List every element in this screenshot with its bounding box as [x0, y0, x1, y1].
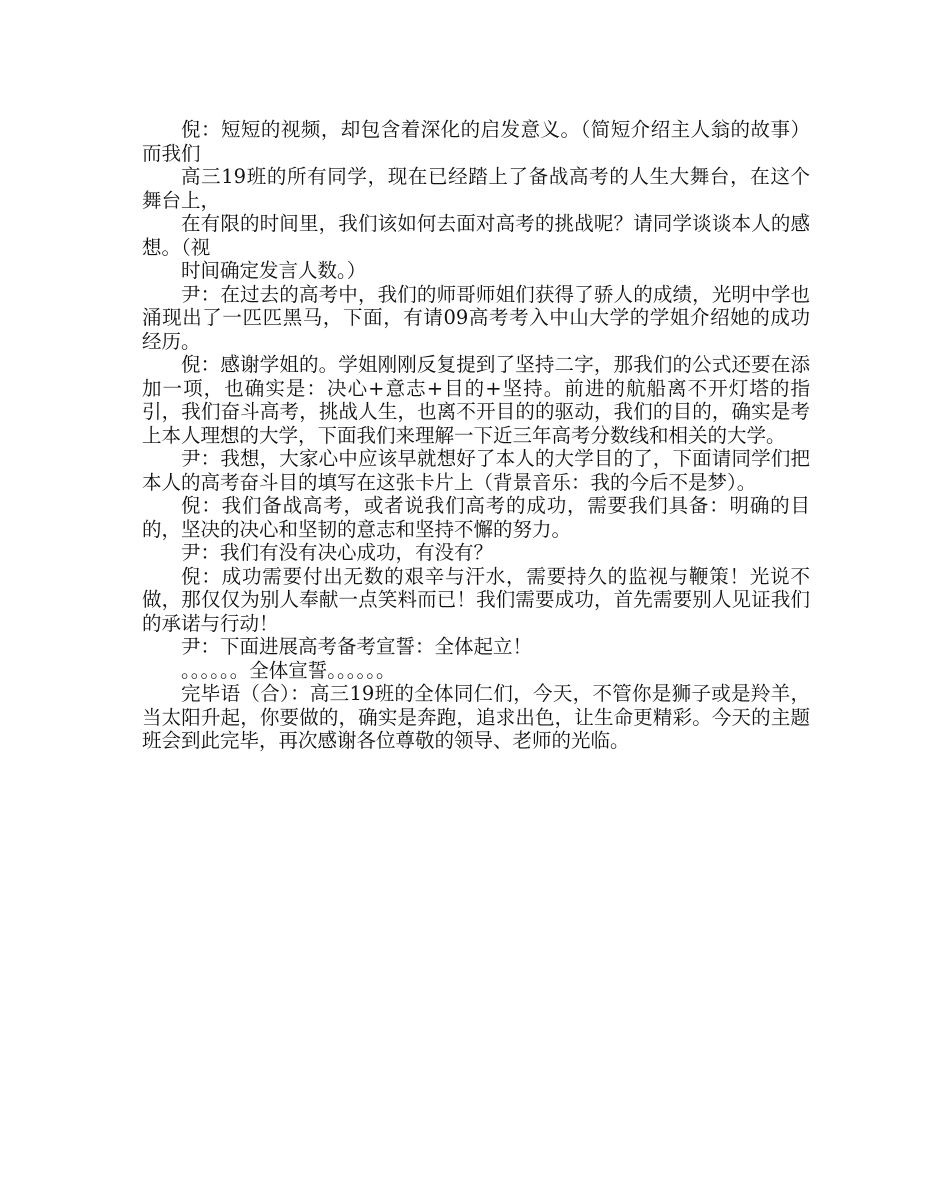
- paragraph-formula: 倪：感谢学姐的。学姐刚刚反复提到了坚持二字，那我们的公式还要在添加一项，也确实是：决心+意志+目的+坚持。前进的航船离不开灯塔的指引，我们奋斗高考，挑战人生，也离不开目的的驱动，我们的目的，确实是考上本人理想的大学，下面我们来理解一下近三年高考分数线和相关的大学。: [142, 353, 810, 447]
- paragraph-requirements: 倪：我们备战高考，或者说我们高考的成功，需要我们具备：明确的目的，坚决的决心和坚韧的意志和坚持不懈的努力。: [142, 494, 810, 541]
- paragraph-closing: 完毕语（合）：高三19班的全体同仁们，今天，不管你是狮子或是羚羊，当太阳升起，你要做的，确实是奔跑，追求出色，让生命更精彩。今天的主题班会到此完毕，再次感谢各位尊敬的领导、老师的光临。: [142, 682, 810, 752]
- paragraph-challenge-question: 在有限的时间里，我们该如何去面对高考的挑战呢？请同学谈谈本人的感想。（视: [142, 212, 810, 259]
- paragraph-oath-announce: 尹：下面进展高考备考宣誓：全体起立！: [181, 635, 533, 658]
- paragraph-goal-card: 尹：我想，大家心中应该早就想好了本人的大学目的了，下面请同学们把本人的高考奋斗目的填写在这张卡片上（背景音乐：我的今后不是梦）。: [142, 447, 810, 494]
- paragraph-class-stage: 高三19班的所有同学，现在已经踏上了备战高考的人生大舞台，在这个舞台上，: [142, 165, 810, 212]
- paragraph-intro-video: 倪：短短的视频，却包含着深化的启发意义。（简短介绍主人翁的故事）而我们: [142, 118, 810, 165]
- paragraph-determination-question: 尹：我们有没有决心成功，有没有？: [181, 541, 494, 564]
- paragraph-oath: 。。。。。。全体宣誓。。。。。。: [181, 658, 396, 682]
- paragraph-senior-invite: 尹：在过去的高考中，我们的师哥师姐们获得了骄人的成绩，光明中学也涌现出了一匹匹黑马，下面，有请09高考考入中山大学的学姐介绍她的成功经历。: [142, 282, 810, 353]
- document-page: [142, 118, 810, 753]
- paragraph-effort: 倪：成功需要付出无数的艰辛与汗水，需要持久的监视与鞭策！光说不做，那仅仅为别人奉献一点笑料而已！我们需要成功，首先需要别人见证我们的承诺与行动！: [142, 564, 810, 635]
- paragraph-speaker-count: 时间确定发言人数。）: [181, 259, 367, 282]
